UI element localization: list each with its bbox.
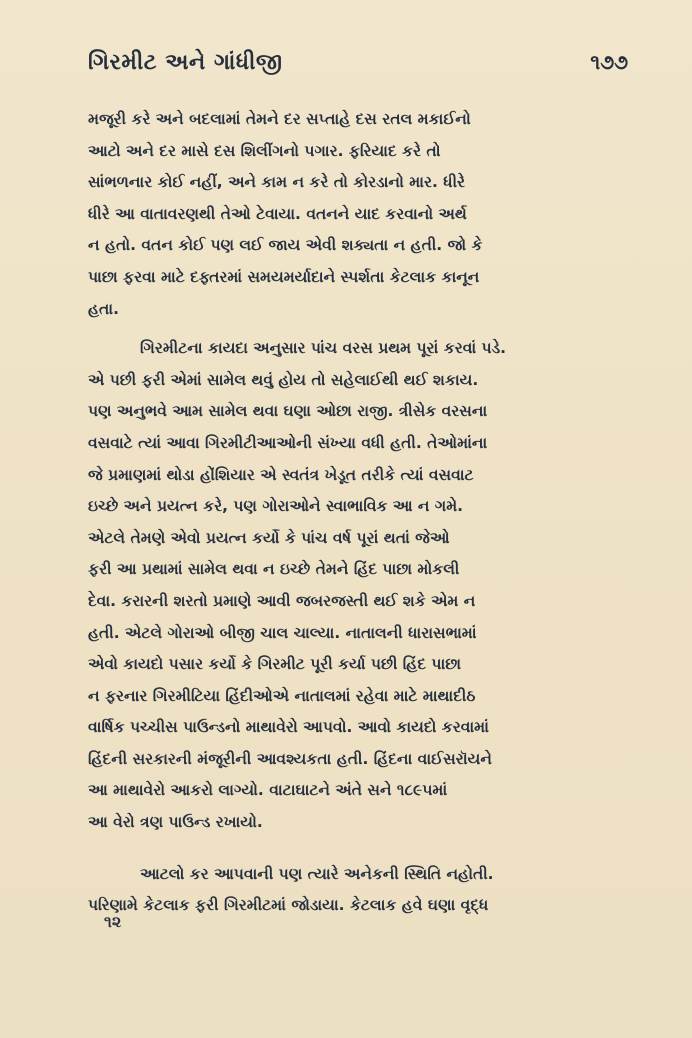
text-line: આ વેરો ત્રણ પાઉન્ડ રખાયો. bbox=[88, 813, 263, 832]
text-line: હતા. bbox=[88, 299, 119, 318]
text-line: આ માથાવેરો આકરો લાગ્યો. વાટાઘાટને અંતે સને ૧૮૯૫માં bbox=[88, 781, 448, 800]
text-line: હતી. એટલે ગોરાઓ બીજી ચાલ ચાલ્યા. નાતાલની ધારાસભામાં bbox=[88, 623, 477, 642]
text-line: પરિણામે કેટલાક ફરી ગિરમીટમાં જોડાયા. કેટલાક હવે ઘણા વૃદ્ધ bbox=[88, 896, 489, 915]
body-text bbox=[88, 104, 628, 922]
running-title: ગિરમીટ અને ગાંધીજી bbox=[88, 50, 283, 75]
text-line: મજૂરી કરે અને બદલામાં તેમને દર સપ્તાહે દસ રતલ મકાઈનો bbox=[88, 110, 471, 128]
text-line: ફરી આ પ્રથામાં સામેલ થવા ન ઇચ્છે તેમને હિંદ પાછા મોકલી bbox=[88, 560, 460, 579]
text-line: આટો અને દર માસે દસ શિલીંગનો પગાર. ફરિયાદ કરે તો bbox=[88, 141, 441, 160]
page-header bbox=[88, 50, 628, 82]
paragraph-3 bbox=[88, 859, 628, 922]
text-line: એવો કાયદો પસાર કર્યો કે ગિરમીટ પૂરી કર્યા પછી હિંદ પાછા bbox=[88, 655, 462, 674]
text-line: પણ અનુભવે આમ સામેલ થવા ઘણા ઓછા રાજી. ત્રીસેક વરસના bbox=[88, 402, 488, 421]
text-line: જે પ્રમાણમાં થોડા હોંશિયાર એ સ્વતંત્ર ખેડૂત તરીકે ત્યાં વસવાટ bbox=[88, 465, 474, 484]
text-line: એ પછી ફરી એમાં સામેલ થવું હોય તો સહેલાઈથી થઈ શકાય. bbox=[88, 370, 479, 389]
signature-mark: ૧૨ bbox=[104, 912, 122, 931]
text-line: વાર્ષિક પચ્ચીસ પાઉન્ડનો માથાવેરો આપવો. આવો કાયદો કરવામાં bbox=[88, 718, 489, 737]
paragraph-2 bbox=[88, 333, 628, 839]
text-line: ગિરમીટના કાયદા અનુસાર પાંચ વરસ પ્રથમ પૂરાં કરવાં પડે. bbox=[140, 339, 507, 358]
paragraph-1 bbox=[88, 104, 628, 325]
text-line: એટલે તેમણે એવો પ્રયત્ન કર્યો કે પાંચ વર્ષ પૂરાં થતાં જેઓ bbox=[88, 528, 450, 547]
text-line: પાછા ફરવા માટે દફ્તરમાં સમયમર્યાદાને સ્પર્શતા કેટલાક કાનૂન bbox=[88, 267, 480, 286]
text-line: ન હતો. વતન કોઈ પણ લઈ જાય એવી શક્યતા ન હતી. જો કે bbox=[88, 236, 483, 255]
text-line: ધીરે આ વાતાવરણથી તેઓ ટેવાયા. વતનને યાદ કરવાનો અર્થ bbox=[88, 204, 467, 223]
page-number: ૧૭૭ bbox=[590, 50, 628, 74]
text-line: વસવાટે ત્યાં આવા ગિરમીટીઆઓની સંખ્યા વધી હતી. તેઓમાંના bbox=[88, 433, 488, 452]
text-line: સાંભળનાર કોઈ નહીં, અને કામ ન કરે તો કોરડાનો માર. ધીરે bbox=[88, 173, 466, 192]
text-line: ન ફરનાર ગિરમીટિયા હિંદીઓએ નાતાલમાં રહેવા માટે માથાદીઠ bbox=[88, 686, 476, 705]
text-line: હિંદની સરકારની મંજૂરીની આવશ્યકતા હતી. હિંદના વાઈસરૉયને bbox=[88, 749, 492, 768]
text-line: આટલો કર આપવાની પણ ત્યારે અનેકની સ્થિતિ નહોતી. bbox=[140, 864, 494, 883]
text-line: દેવા. કરારની શરતો પ્રમાણે આવી જબરજસ્તી થઈ શકે એમ ન bbox=[88, 591, 476, 610]
text-line: ઇચ્છે અને પ્રયત્ન કરે, પણ ગોરાઓને સ્વાભાવિક આ ન ગમે. bbox=[88, 497, 464, 516]
